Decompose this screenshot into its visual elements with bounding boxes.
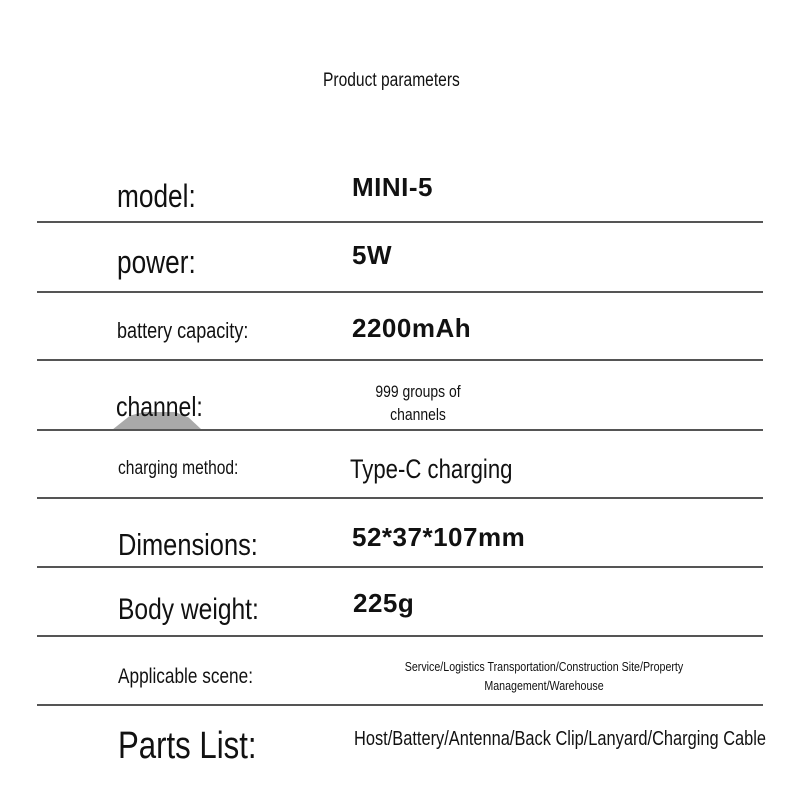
label-model: model: — [117, 178, 196, 214]
label-power: power: — [117, 244, 196, 280]
value-power: 5W — [352, 240, 392, 270]
label-charging-method: charging method: — [118, 458, 239, 479]
value-body-weight: 225g — [353, 588, 415, 618]
divider — [37, 566, 763, 568]
value-parts-list: Host/Battery/Antenna/Back Clip/Lanyard/Charging Cable — [354, 728, 767, 750]
value-channel-line1: 999 groups of — [375, 382, 461, 401]
value-model: MINI-5 — [352, 172, 433, 202]
value-applicable-scene-line2: Management/Warehouse — [484, 678, 604, 693]
label-applicable-scene: Applicable scene: — [118, 665, 253, 688]
label-dimensions: Dimensions: — [118, 527, 258, 562]
value-dimensions: 52*37*107mm — [352, 522, 526, 552]
value-channel-line2: channels — [390, 405, 446, 424]
divider — [37, 704, 763, 706]
divider — [37, 429, 763, 431]
label-body-weight: Body weight: — [118, 593, 259, 626]
divider — [37, 497, 763, 499]
divider — [37, 291, 763, 293]
divider — [37, 221, 763, 223]
page-title: Product parameters — [323, 70, 460, 91]
divider — [37, 635, 763, 637]
label-battery-capacity: battery capacity: — [117, 318, 249, 343]
label-parts-list: Parts List: — [118, 725, 257, 767]
value-applicable-scene-line1: Service/Logistics Transportation/Construction Site/Property — [404, 659, 684, 674]
value-charging-method: Type-C charging — [350, 454, 513, 484]
label-channel: channel: — [116, 391, 203, 422]
divider — [37, 359, 763, 361]
value-battery-capacity: 2200mAh — [352, 313, 472, 343]
